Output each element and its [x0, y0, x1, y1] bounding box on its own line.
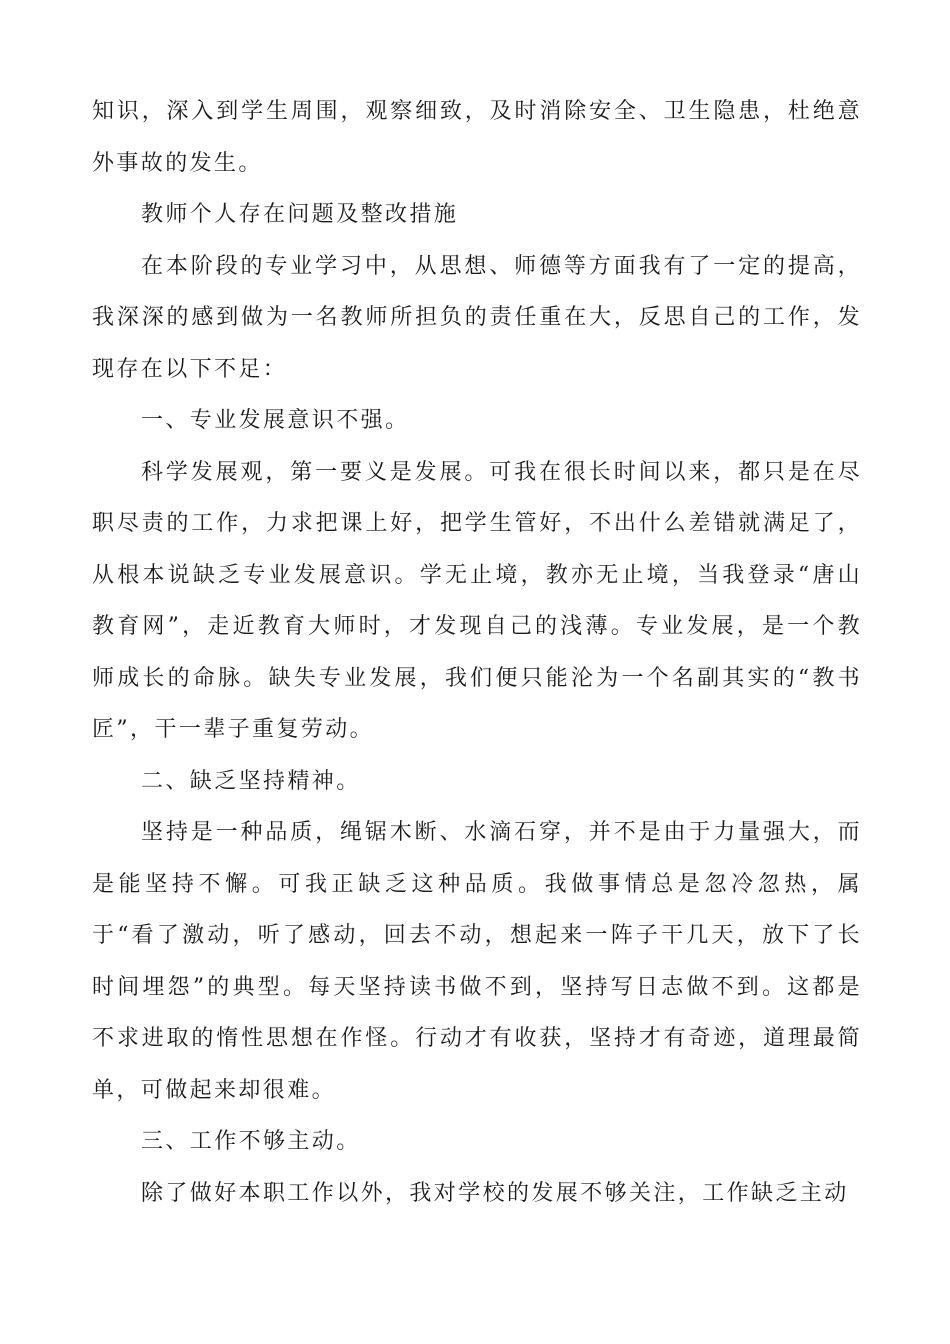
- section-title: 教师个人存在问题及整改措施: [141, 202, 459, 227]
- paragraph-continuation: 知识，深入到学生周围，观察细致，及时消除安全、卫生隐患，杜绝意外事故的发生。: [92, 99, 862, 176]
- heading-point-3: 三、工作不够主动。: [141, 1129, 361, 1154]
- heading-point-2: 二、缺乏坚持精神。: [141, 768, 361, 794]
- paragraph-intro: 在本阶段的专业学习中，从思想、师德等方面我有了一定的提高，我深深的感到做为一名教师所担负的责任重在大，反思自己的工作，发现存在以下不足：: [92, 253, 862, 382]
- paragraph-point-3: 除了做好本职工作以外，我对学校的发展不够关注，工作缺乏主动: [141, 1180, 849, 1206]
- paragraph-point-1: 科学发展观，第一要义是发展。可我在很长时间以来，都只是在尽职尽责的工作，力求把课上好，把学生管好，不出什么差错就满足了，从根本说缺乏专业发展意识。学无止境，教亦无止境，当我登录“唐山教育网”，走近教育大师时，才发现自己的浅薄。专业发展，是一个教师成长的命脉。缺失专业发展，我们便只能沦为一个名副其实的“教书匠”，干一辈子重复劳动。: [92, 459, 862, 742]
- heading-point-1: 一、专业发展意识不强。: [141, 408, 410, 433]
- document-body: [92, 86, 862, 1219]
- paragraph-point-2: 坚持是一种品质，绳锯木断、水滴石穿，并不是由于力量强大，而是能坚持不懈。可我正缺乏这种品质。我做事情总是忽冷忽热，属于“看了激动，听了感动，回去不动，想起来一阵子干几天，放下了长时间埋怨”的典型。每天坚持读书做不到，坚持写日志做不到。这都是不求进取的惰性思想在作怪。行动才有收获，坚持才有奇迹，道理最简单，可做起来却很难。: [92, 820, 862, 1103]
